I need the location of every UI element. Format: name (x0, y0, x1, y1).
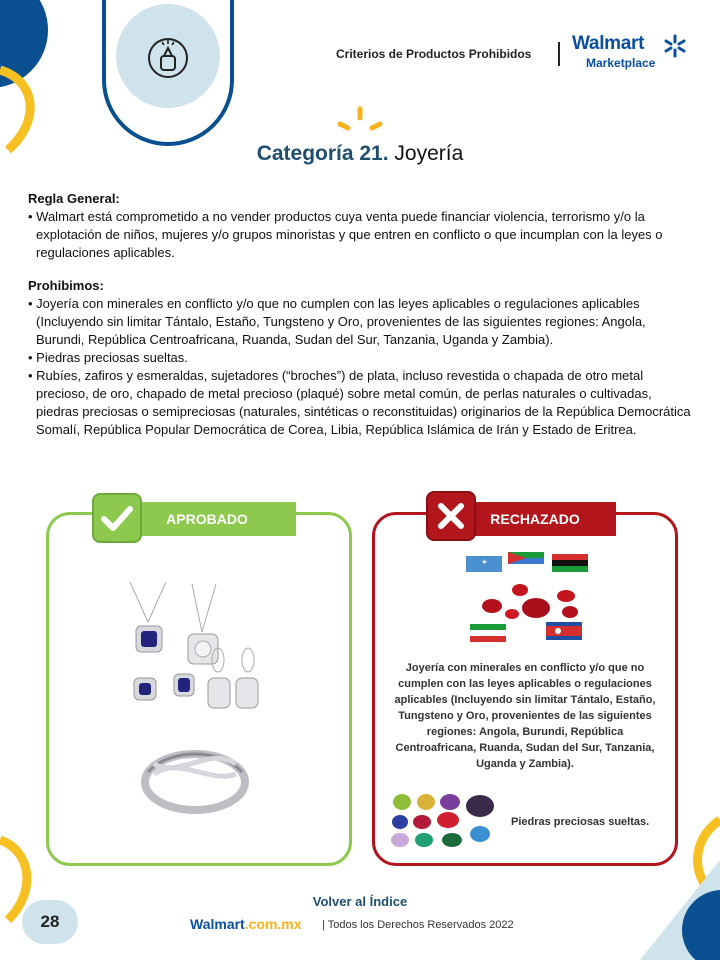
footer-brand (190, 916, 302, 932)
general-rule-bullet: • Walmart está comprometido a no vender productos cuya venta puede financiar violencia, terrorismo y/o la explotación de niños, mujeres y/o grupos minoristas y que entren en conflicto o que incumplan con la leyes o regulaciones aplicables. (28, 209, 663, 260)
spark-decoration-icon (334, 106, 386, 132)
category-name: Joyería (394, 142, 464, 165)
footer-brand-name: Walmart (190, 916, 245, 932)
check-icon (92, 493, 142, 543)
loose-gems-label: Piedras preciosas sueltas. (511, 816, 650, 828)
prohibited-bullet: • Rubíes, zafiros y esmeraldas, sujetadores (“broches”) de plata, incluso revestida o chapada de otro metal precioso, de oro, chapado de metal precioso (plaqué) sobre metal común, de perlas naturales o cultivadas, piedras preciosas o semipreciosas (naturales, sintéticas o reconstituidas) originarios de la República Democrática Somalí, República Popular Democrática de Corea, Libia, República Islámica de Irán y Estado de Eritrea. (28, 368, 691, 437)
general-rule-section (28, 190, 696, 262)
rejected-description: Joyería con minerales en conflicto y/o que no cumplen con las leyes aplicables o regulaciones aplicables (Incluyendo sin limitar Tántalo, Estaño, Tungsteno y Oro, provenientes de las siguientes regiones: Angola, Burundi, República Centroafricana, Ruanda, Sudan del Sur, Tanzania, Uganda y Zambia). (394, 662, 656, 770)
rejected-banner: RECHAZADO (454, 502, 616, 536)
marketplace-logo-text: Marketplace (586, 56, 656, 70)
x-icon (426, 491, 476, 541)
jewelry-ring-icon (140, 30, 196, 86)
footer-rights: | Todos los Derechos Reservados 2022 (322, 919, 514, 931)
prohibited-heading: Prohibimos: (28, 278, 104, 293)
approved-banner: APROBADO (118, 502, 296, 536)
header-title: Criterios de Productos Prohibidos (336, 47, 532, 61)
category-title (0, 142, 720, 166)
header-separator (558, 42, 560, 66)
category-number: Categoría 21. (256, 142, 389, 165)
prohibited-bullet: • Joyería con minerales en conflicto y/o que no cumplen con las leyes aplicables o regulaciones aplicables (Incluyendo sin limitar Tántalo, Estaño, Tungsteno y Oro, provenientes de las siguientes regiones: Angola, Burundi, República Centroafricana, Ruanda, Sudan del Sur, Tanzania, Uganda y Zambia). (28, 296, 646, 347)
loose-gemstones-image (388, 792, 500, 850)
prohibited-section (28, 277, 696, 439)
back-to-index-link[interactable]: Volver al Índice (312, 894, 408, 909)
general-rule-heading: Regla General: (28, 191, 120, 206)
page-number: 28 (22, 900, 78, 944)
ring-image (140, 738, 250, 816)
prohibited-bullet: • Piedras preciosas sueltas. (28, 350, 188, 365)
footer-brand-suffix: .com.mx (244, 916, 302, 932)
walmart-spark-icon (662, 33, 688, 59)
jewelry-set-image (112, 574, 262, 724)
walmart-logo-text: Walmart (572, 33, 645, 54)
conflict-flags-gems-image (462, 550, 598, 644)
